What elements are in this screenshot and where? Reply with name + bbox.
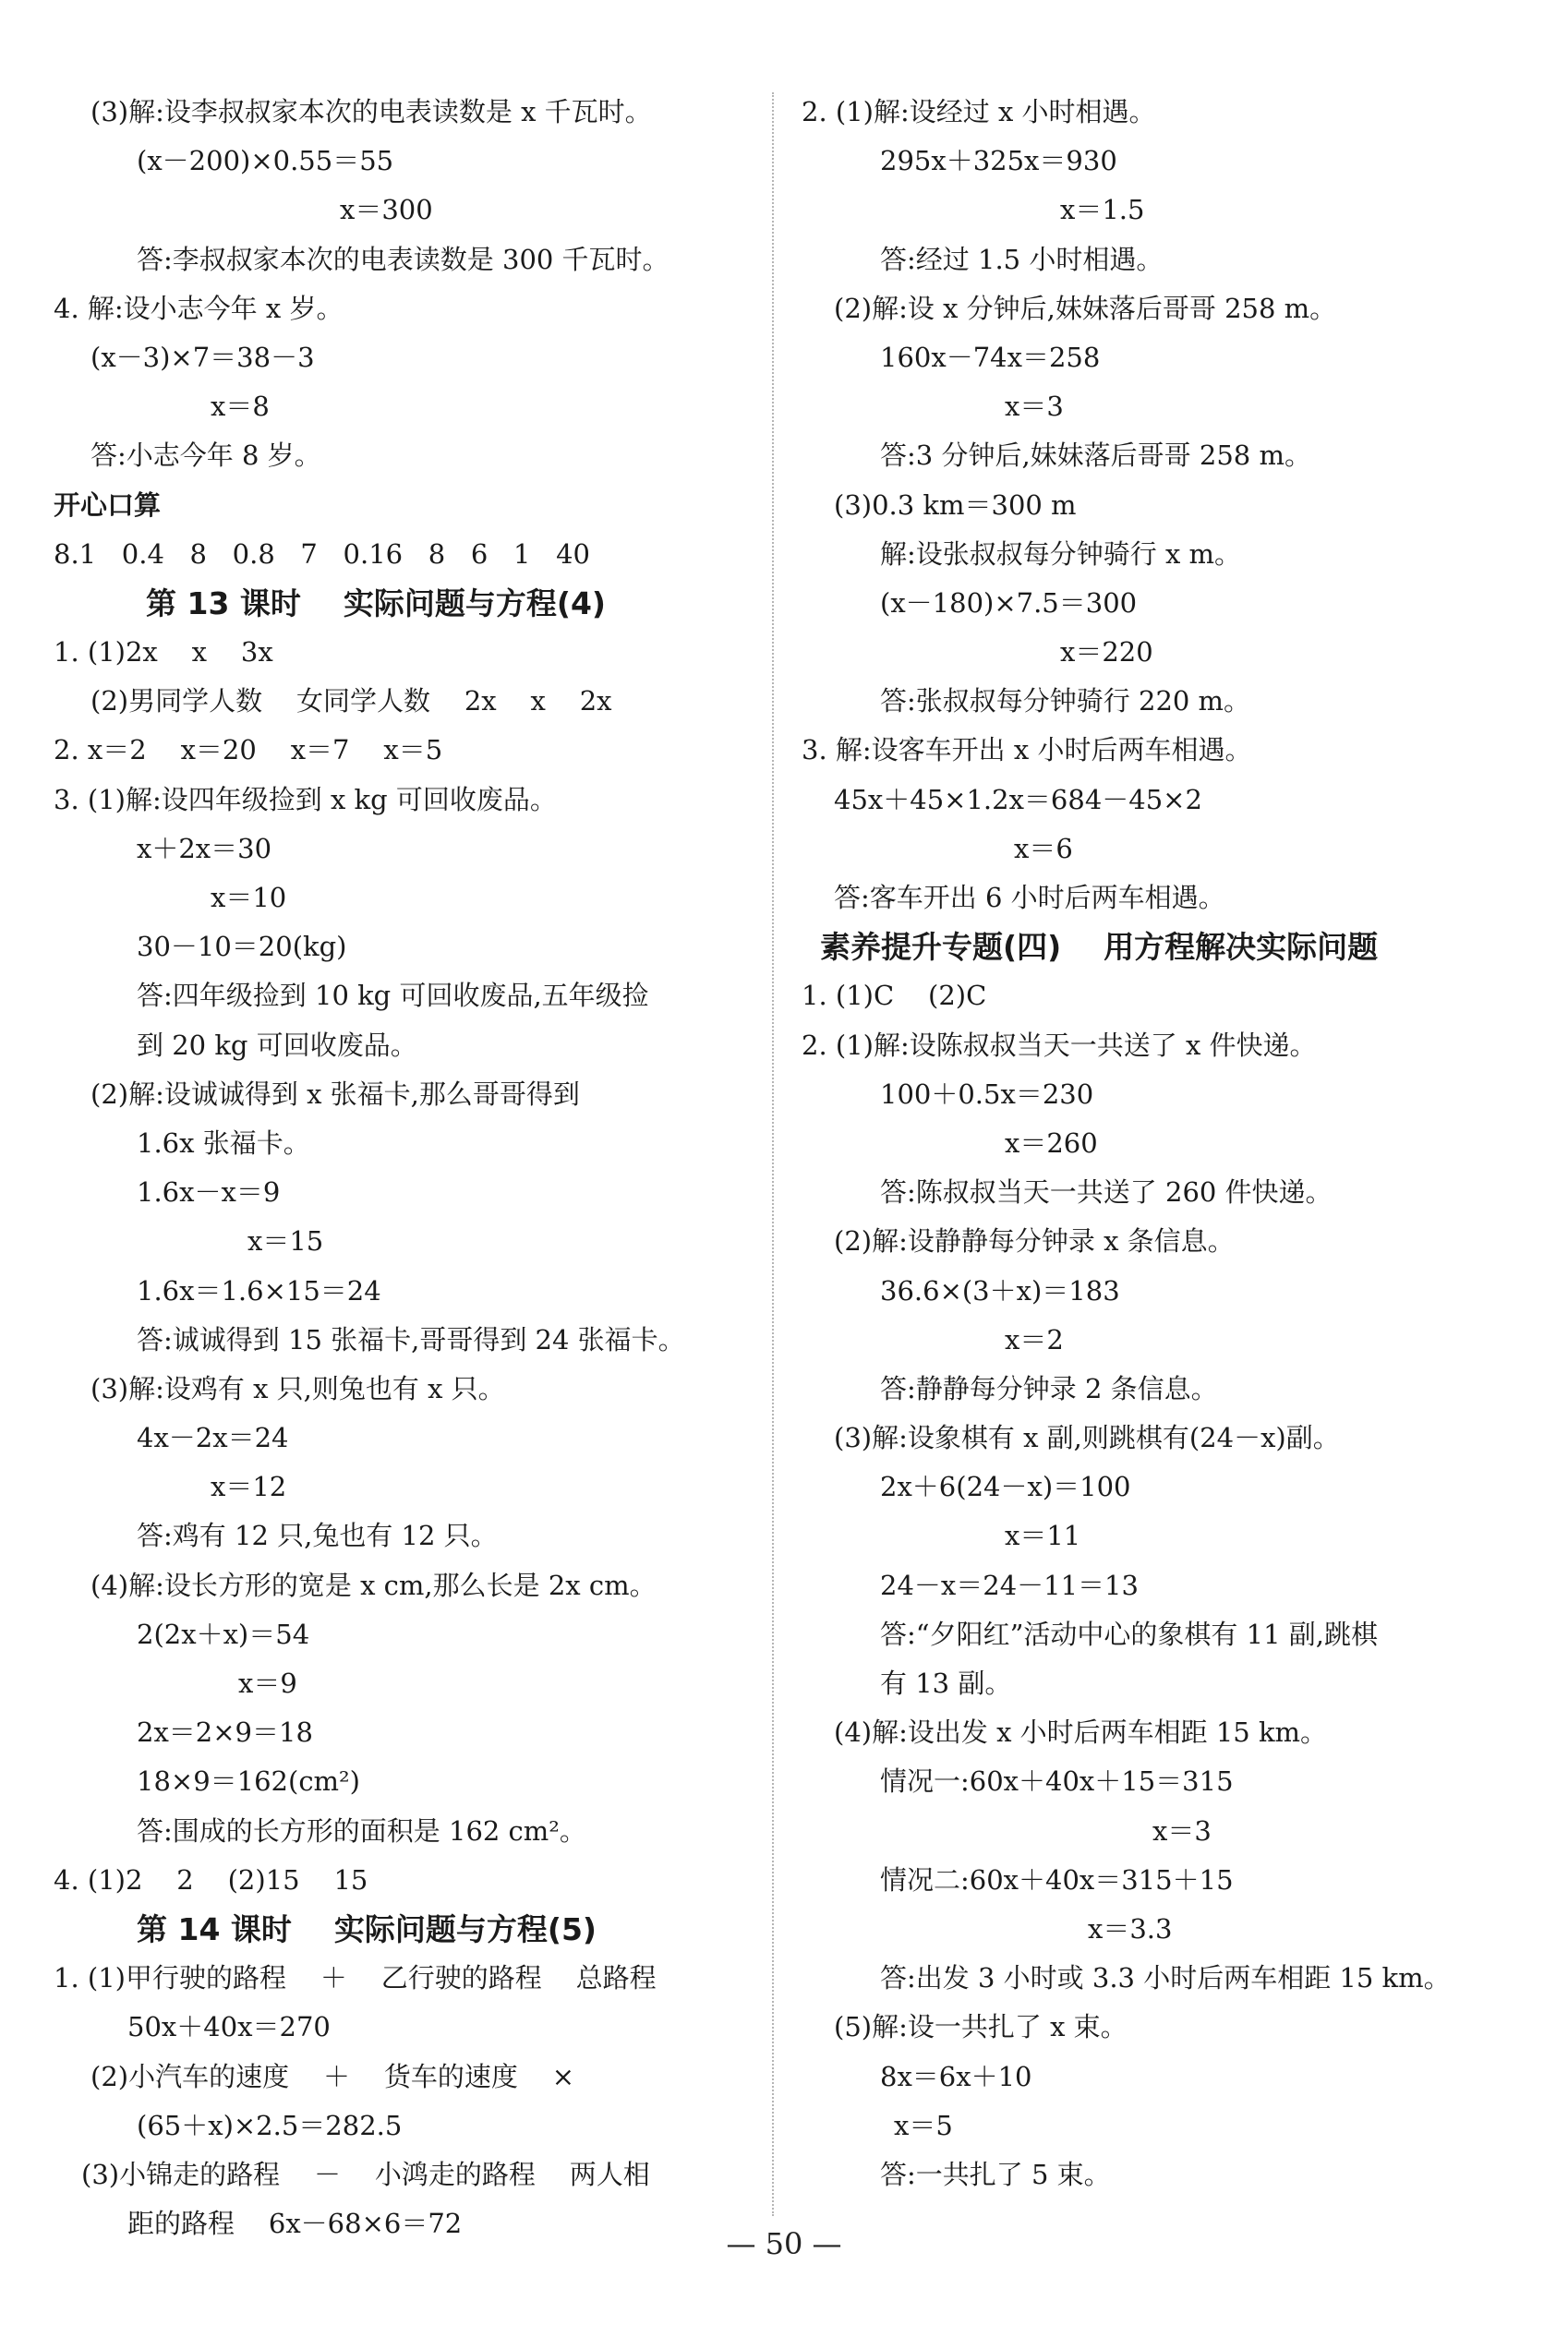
answer-line: (3)0.3 km＝300 m <box>834 488 1077 521</box>
answer-line: 160x－74x＝258 <box>880 341 1101 373</box>
answer-line: x＋2x＝30 <box>137 832 272 864</box>
answer-line: x＝260 <box>1005 1126 1098 1159</box>
answer-line: x＝6 <box>1014 832 1073 864</box>
answer-line: 2. x＝2 x＝20 x＝7 x＝5 <box>54 734 443 766</box>
section-heading: 素养提升专题(四) 用方程解决实际问题 <box>820 929 1379 966</box>
answer-line: 295x＋325x＝930 <box>880 145 1117 177</box>
answer-line: (5)解:设一共扎了 x 束。 <box>834 2011 1128 2043</box>
answer-line: x＝9 <box>238 1668 297 1699</box>
answer-line: 4. (1)2 2 (2)15 15 <box>54 1863 368 1896</box>
answer-line: (65＋x)×2.5＝282.5 <box>137 2109 403 2141</box>
answer-line: 答:静静每分钟录 2 条信息。 <box>880 1372 1218 1404</box>
answer-line: 答:3 分钟后,妹妹落后哥哥 258 m。 <box>880 440 1311 472</box>
answer-line: (2)解:设诚诚得到 x 张福卡,那么哥哥得到 <box>90 1078 580 1110</box>
answer-line: (3)小锦走的路程 － 小鸿走的路程 两人相 <box>81 2158 650 2190</box>
answer-line: 1. (1)甲行驶的路程 ＋ 乙行驶的路程 总路程 <box>54 1962 657 1994</box>
answer-line: 答:围成的长方形的面积是 162 cm²。 <box>137 1814 586 1847</box>
answer-line: x＝3.3 <box>1088 1912 1173 1945</box>
answer-line: 4. 解:设小志今年 x 岁。 <box>54 292 344 324</box>
answer-line: 答:四年级捡到 10 kg 可回收废品,五年级捡 <box>137 980 649 1012</box>
answer-line: 有 13 副。 <box>880 1668 1012 1699</box>
answer-line: 答:出发 3 小时或 3.3 小时后两车相距 15 km。 <box>880 1962 1451 1994</box>
answer-line: 答:客车开出 6 小时后两车相遇。 <box>834 882 1225 913</box>
answer-line: 答:经过 1.5 小时相遇。 <box>880 243 1164 275</box>
answer-line: 距的路程 6x－68×6＝72 <box>127 2208 463 2240</box>
answer-line: 100＋0.5x＝230 <box>880 1078 1094 1110</box>
answer-line: (2)男同学人数 女同学人数 2x x 2x <box>90 685 612 717</box>
answer-line: 2. (1)解:设经过 x 小时相遇。 <box>802 96 1156 127</box>
answer-line: 2. (1)解:设陈叔叔当天一共送了 x 件快递。 <box>802 1029 1317 1061</box>
answer-line: 答:一共扎了 5 束。 <box>880 2158 1111 2190</box>
answer-line: (2)小汽车的速度 ＋ 货车的速度 × <box>90 2060 574 2092</box>
answer-line: 18×9＝162(cm²) <box>137 1765 360 1798</box>
answer-line: (x－180)×7.5＝300 <box>880 586 1138 619</box>
answer-line: 8.1 0.4 8 0.8 7 0.16 8 6 1 40 <box>54 537 590 570</box>
answer-line: 3. (1)解:设四年级捡到 x kg 可回收废品。 <box>54 783 557 815</box>
answer-line: 2(2x＋x)＝54 <box>137 1618 310 1650</box>
page-number: — 50 — <box>726 2226 842 2261</box>
section-heading: 第 13 课时 实际问题与方程(4) <box>146 584 606 621</box>
answer-line: x＝11 <box>1005 1520 1081 1552</box>
column-divider <box>772 92 774 2216</box>
right-column <box>802 88 1540 2199</box>
answer-line: (3)解:设鸡有 x 只,则兔也有 x 只。 <box>90 1372 505 1404</box>
answer-line: 1.6x 张福卡。 <box>137 1126 310 1159</box>
answer-line: 45x＋45×1.2x＝684－45×2 <box>834 783 1202 815</box>
answer-line: 8x＝6x＋10 <box>880 2060 1032 2092</box>
answer-line: 36.6×(3＋x)＝183 <box>880 1274 1120 1307</box>
section-heading: 第 14 课时 实际问题与方程(5) <box>137 1910 597 1947</box>
answer-line: x＝12 <box>211 1471 287 1503</box>
answer-line: 答:李叔叔家本次的电表读数是 300 千瓦时。 <box>137 243 669 275</box>
answer-line: 答:诚诚得到 15 张福卡,哥哥得到 24 张福卡。 <box>137 1323 685 1355</box>
answer-line: 1.6x＝1.6×15＝24 <box>137 1274 381 1307</box>
answer-line: 答:小志今年 8 岁。 <box>90 440 321 472</box>
answer-line: x＝8 <box>211 391 270 423</box>
answer-line: 30－10＝20(kg) <box>137 931 347 963</box>
answer-line: 情况二:60x＋40x＝315＋15 <box>880 1863 1234 1896</box>
subsection-heading: 开心口算 <box>54 488 162 521</box>
answer-line: (x－200)×0.55＝55 <box>137 145 394 177</box>
answer-line: 2x＋6(24－x)＝100 <box>880 1471 1131 1503</box>
answer-line: (3)解:设李叔叔家本次的电表读数是 x 千瓦时。 <box>90 96 652 127</box>
answer-line: 2x＝2×9＝18 <box>137 1717 313 1749</box>
answer-line: 解:设张叔叔每分钟骑行 x m。 <box>880 537 1242 570</box>
answer-line: x＝220 <box>1060 636 1153 669</box>
answer-line: (4)解:设长方形的宽是 x cm,那么长是 2x cm。 <box>90 1569 657 1601</box>
answer-line: (4)解:设出发 x 小时后两车相距 15 km。 <box>834 1717 1328 1749</box>
answer-line: 到 20 kg 可回收废品。 <box>137 1029 417 1061</box>
answer-line: 答:鸡有 12 只,兔也有 12 只。 <box>137 1520 498 1552</box>
answer-line: 1. (1)2x x 3x <box>54 636 273 669</box>
answer-line: 24－x＝24－11＝13 <box>880 1569 1139 1601</box>
answer-line: (2)解:设 x 分钟后,妹妹落后哥哥 258 m。 <box>834 292 1337 324</box>
answer-line: 50x＋40x＝270 <box>127 2011 331 2043</box>
answer-line: x＝10 <box>211 882 287 913</box>
left-column <box>54 88 755 2248</box>
answer-line: 答:张叔叔每分钟骑行 220 m。 <box>880 685 1251 717</box>
answer-line: x＝15 <box>247 1225 324 1258</box>
answer-line: (2)解:设静静每分钟录 x 条信息。 <box>834 1225 1235 1258</box>
answer-line: x＝2 <box>1005 1323 1064 1355</box>
answer-line: x＝300 <box>340 194 433 226</box>
answer-line: 答:陈叔叔当天一共送了 260 件快递。 <box>880 1176 1333 1209</box>
answer-line: x＝1.5 <box>1060 194 1145 226</box>
answer-line: x＝3 <box>1005 391 1064 423</box>
answer-line: (x－3)×7＝38－3 <box>90 341 315 373</box>
answer-line: 3. 解:设客车开出 x 小时后两车相遇。 <box>802 734 1252 766</box>
answer-line: (3)解:设象棋有 x 副,则跳棋有(24－x)副。 <box>834 1422 1340 1454</box>
answer-line: x＝5 <box>894 2109 953 2141</box>
answer-line: 答:“夕阳红”活动中心的象棋有 11 副,跳棋 <box>880 1618 1378 1650</box>
answer-line: 4x－2x＝24 <box>137 1422 289 1454</box>
answer-line: 1.6x－x＝9 <box>137 1176 281 1209</box>
answer-line: x＝3 <box>1152 1814 1212 1847</box>
answer-line: 1. (1)C (2)C <box>802 980 987 1012</box>
answer-line: 情况一:60x＋40x＋15＝315 <box>880 1765 1234 1798</box>
